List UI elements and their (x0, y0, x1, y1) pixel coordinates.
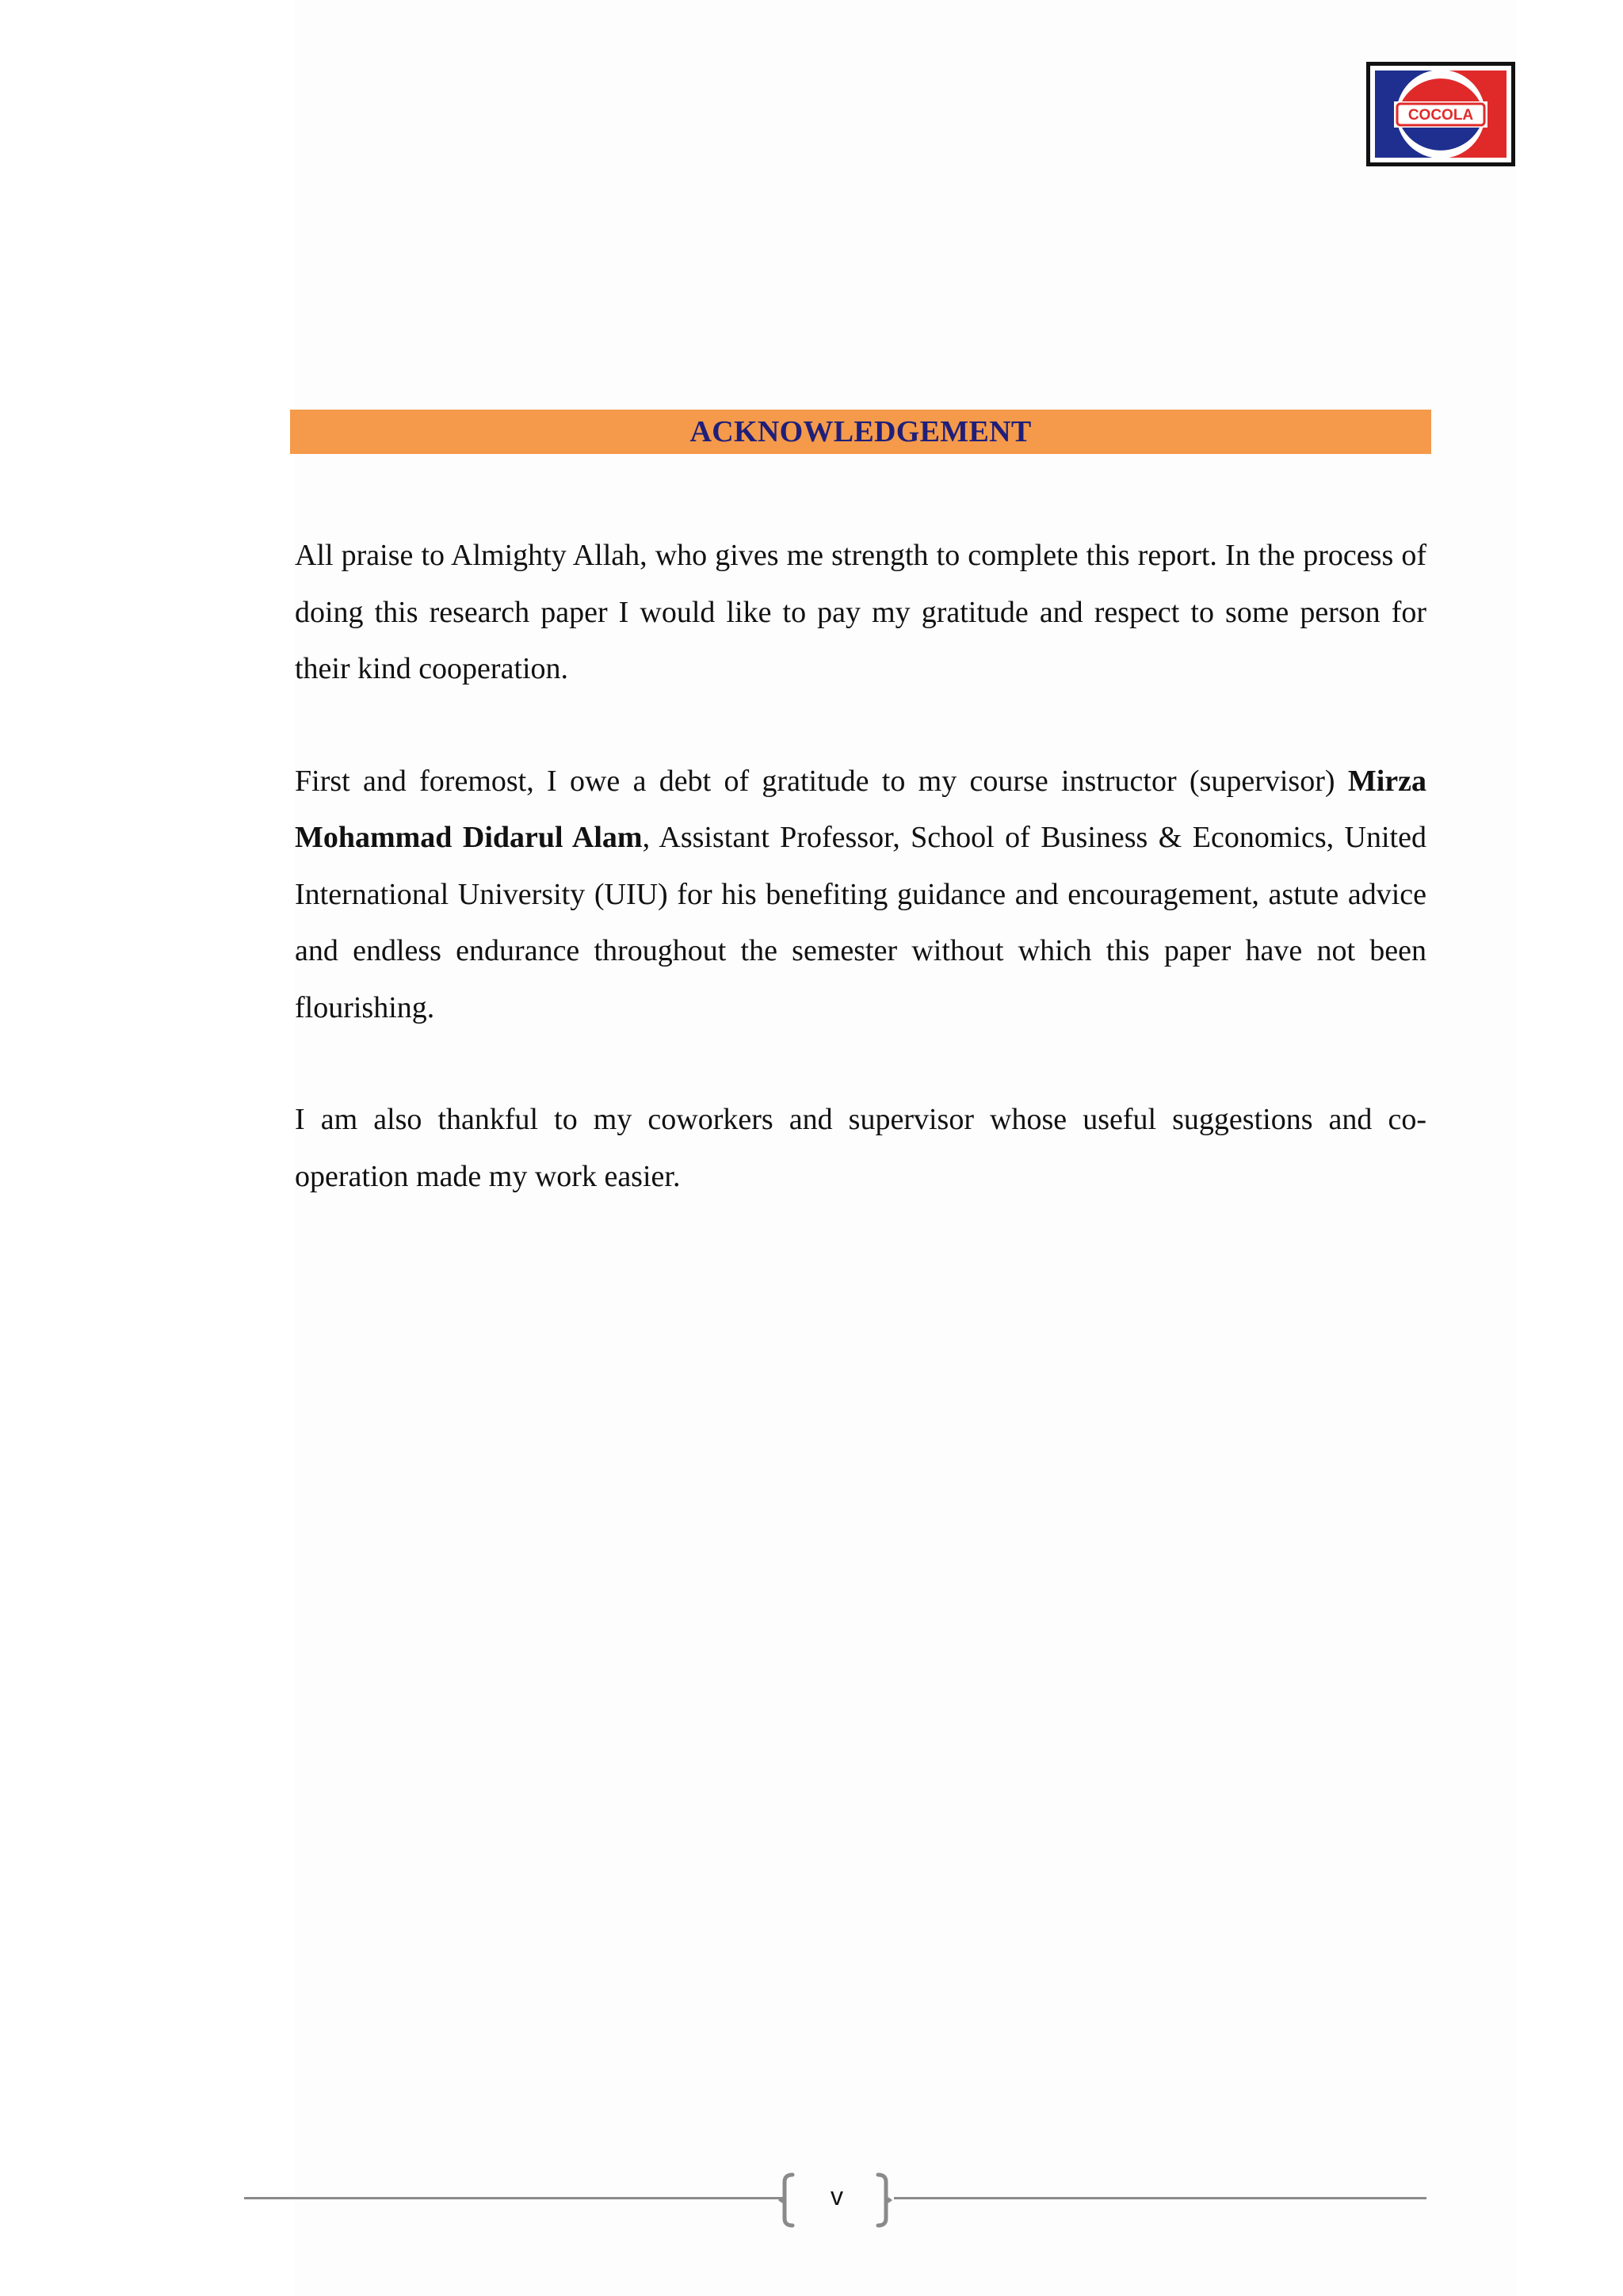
acknowledgement-body (295, 528, 1426, 1261)
page-number: v (831, 2182, 843, 2210)
page-title: ACKNOWLEDGEMENT (689, 415, 1032, 448)
paragraph-2-rest: , Assistant Professor, School of Business & Economics, United International University (UIU) for his benefiting guidance and encouragement, astute advice and endless endurance throughout the semester without which this paper have not been flourishing. (295, 821, 1426, 1024)
left-bracket-icon (778, 2172, 796, 2228)
supervisor-name: Mirza Mohammad Didarul Alam (295, 764, 1426, 854)
right-bracket-icon (875, 2172, 892, 2228)
footer-rule-right (894, 2197, 1426, 2199)
paragraph-3-text: I am also thankful to my coworkers and supervisor whose useful suggestions and co-operation made my work easier. (295, 1103, 1426, 1193)
paragraph-1-text: All praise to Almighty Allah, who gives me strength to complete this report. In the process of doing this research paper I would like to pay my gratitude and respect to some person for their kind cooperation. (295, 539, 1426, 685)
cocola-logo-icon (1370, 66, 1511, 162)
paragraph-3 (295, 1092, 1426, 1205)
logo-text: COCOLA (1407, 107, 1474, 124)
paragraph-2 (295, 753, 1426, 1037)
paragraph-2-intro: First and foremost, I owe a debt of gratitude to my course instructor (supervisor) (295, 764, 1348, 798)
heading-banner (290, 410, 1431, 454)
footer-rule-left (244, 2197, 786, 2199)
company-logo (1366, 62, 1515, 166)
paragraph-1 (295, 528, 1426, 698)
